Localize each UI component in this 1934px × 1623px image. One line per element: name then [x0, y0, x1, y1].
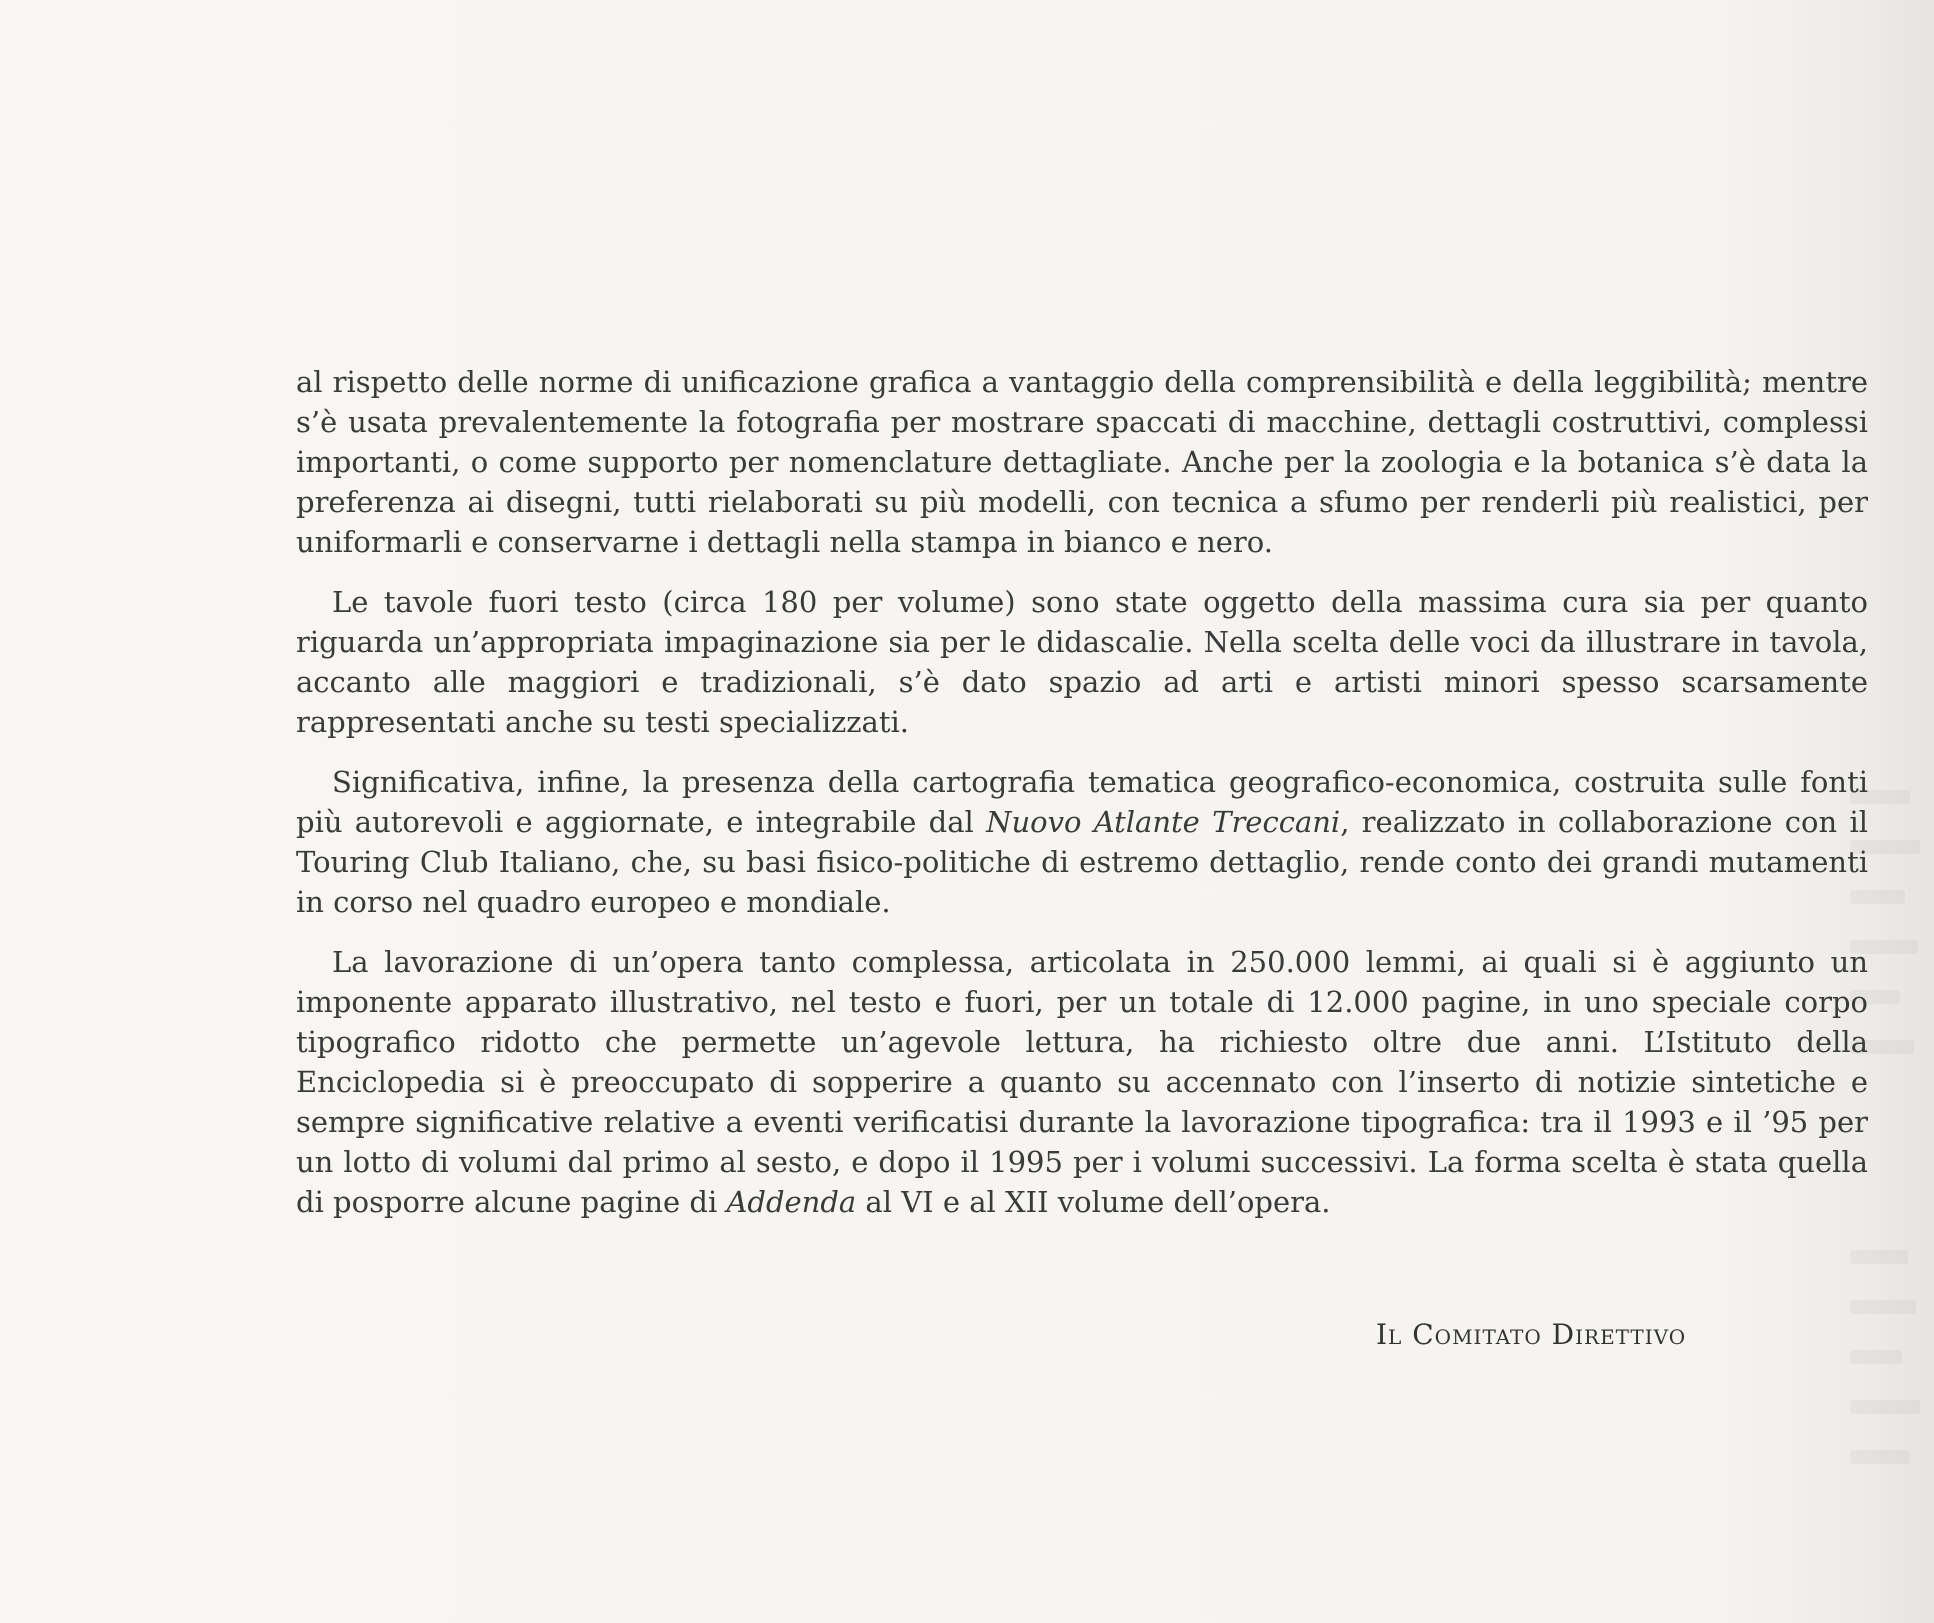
paragraph-text: al rispetto delle norme di unificazione grafica a vantaggio della comprensibilità e della leggibilità; mentre s’è usata prevalentemente la fotografia per mostrare spaccati di macchine, dettagli costruttivi, complessi importanti, o come supporto per nomenclature dettagliate. Anche per la zoologia e la botanica s’è data la preferenza ai disegni, tutti rielaborati su più modelli, con tecnica a sfumo per renderli più realistici, per uniformarli e conservarne i dettagli nella stampa in bianco e nero.: [296, 365, 1868, 559]
paragraph-1: [296, 362, 1868, 562]
paragraph-3: [296, 762, 1868, 922]
ghost-line: [1850, 1350, 1902, 1364]
paragraph-2: [296, 582, 1868, 742]
ghost-line: [1850, 1250, 1908, 1264]
italic-term-addenda: Addenda: [726, 1185, 857, 1219]
body-text: [296, 362, 1868, 1242]
paragraph-4: [296, 942, 1868, 1222]
paragraph-text: , realizzato in collaborazione con il Touring Club Italiano, che, su basi fisico-politiche di estremo dettaglio, rende conto dei grandi mutamenti in corso nel quadro europeo e mondiale.: [296, 805, 1868, 919]
paragraph-text: La lavorazione di un’opera tanto complessa, articolata in 250.000 lemmi, ai quali si è aggiunto un imponente apparato illustrativo, nel testo e fuori, per un totale di 12.000 pagine, in uno speciale corpo tipografico ridotto che permette un’agevole lettura, ha richiesto oltre due anni. L’Istituto della Enciclopedia si è preoccupato di sopperire a quanto su accennato con l’inserto di notizie sintetiche e sempre significative relative a eventi verificatisi durante la lavorazione tipografica: tra il 1993 e il ’95 per un lotto di volumi dal primo al sesto, e dopo il 1995 per i volumi successivi. La forma scelta è stata quella di posporre alcune pagine di: [296, 945, 1868, 1219]
ghost-line: [1850, 1300, 1916, 1314]
paragraph-text: Significativa, infine, la presenza della cartografia tematica geografico-economica, costruita sulle fonti più autorevoli e aggiornate, e integrabile dal: [296, 765, 1868, 839]
ghost-line: [1850, 1400, 1920, 1414]
ghost-line: [1850, 1450, 1910, 1464]
signature: Il Comitato Direttivo: [1376, 1318, 1687, 1351]
paragraph-text: al VI e al XII volume dell’opera.: [856, 1185, 1331, 1219]
paragraph-text: Le tavole fuori testo (circa 180 per volume) sono state oggetto della massima cura sia per quanto riguarda un’appropriata impaginazione sia per le didascalie. Nella scelta delle voci da illustrare in tavola, accanto alle maggiori e tradizionali, s’è dato spazio ad arti e artisti minori spesso scarsamente rappresentati anche su testi specializzati.: [296, 585, 1868, 739]
italic-title-atlas: Nuovo Atlante Treccani: [986, 805, 1341, 839]
